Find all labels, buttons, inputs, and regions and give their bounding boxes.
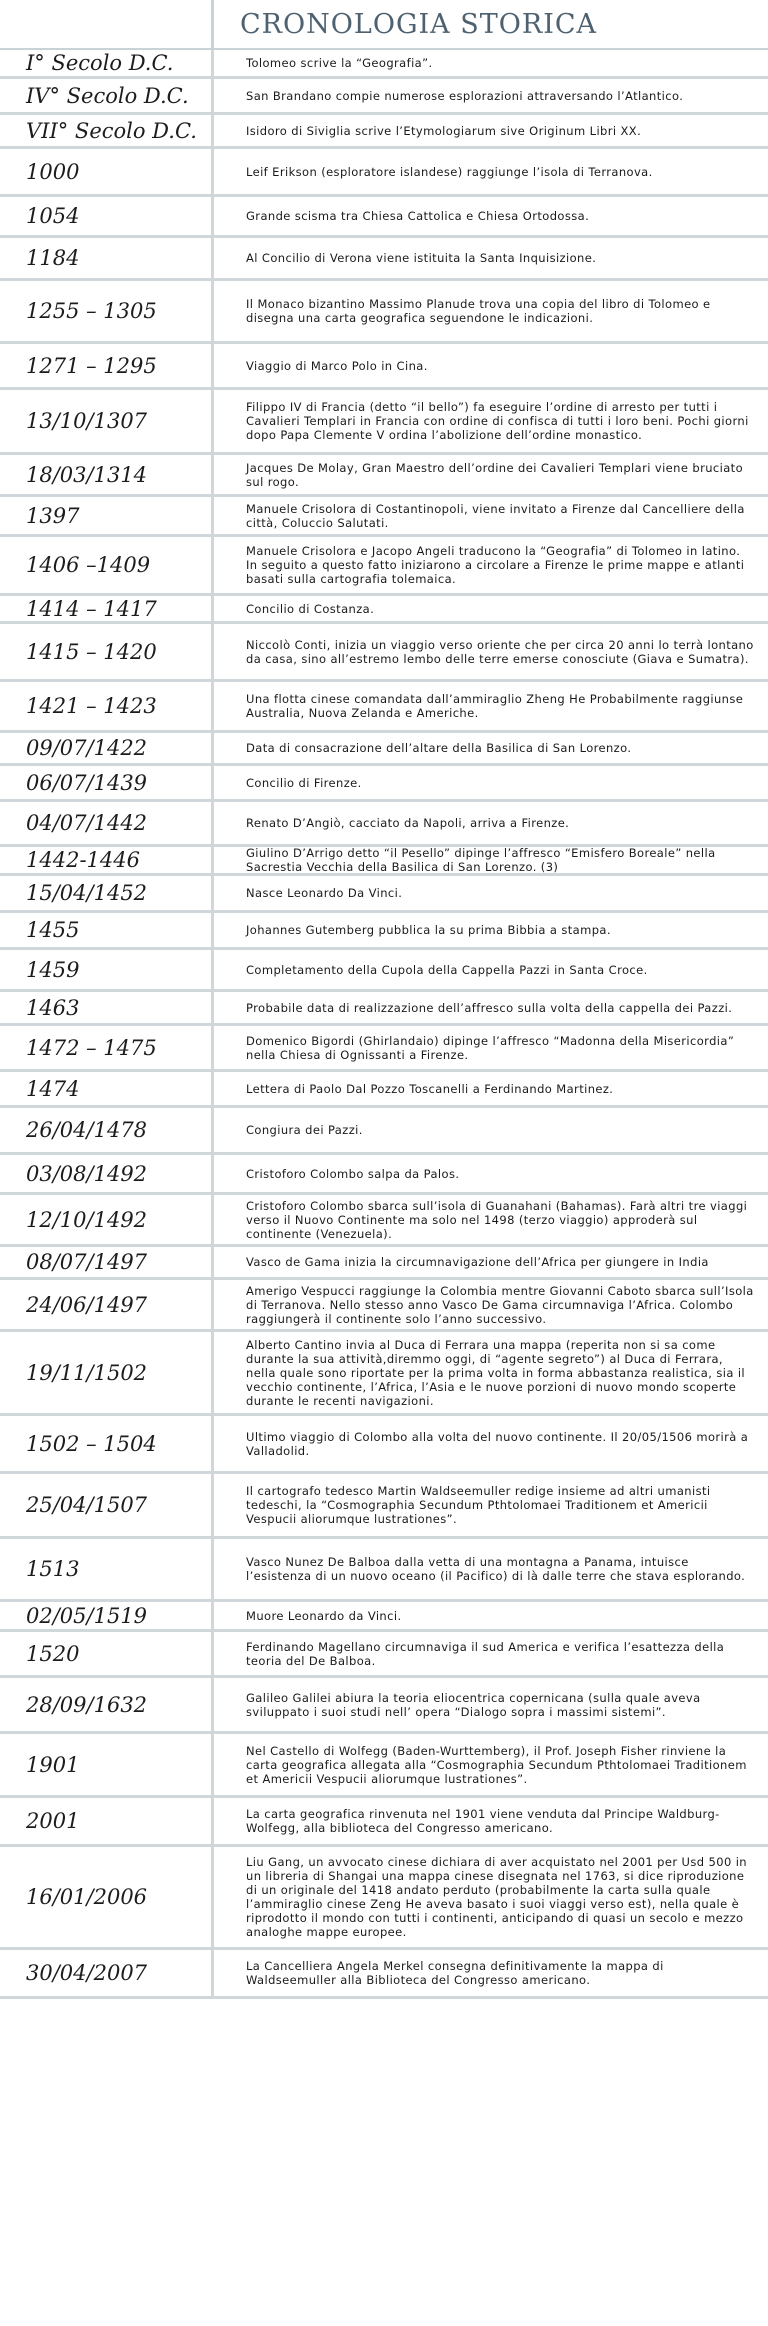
row-description: Isidoro di Siviglia scrive l’Etymologiarum sive Originum Libri XX. [246, 123, 642, 138]
chronology-row [0, 79, 768, 115]
row-date: 1513 [0, 1539, 214, 1599]
row-date: 18/03/1314 [0, 455, 214, 494]
row-description: Galileo Galilei abiura la teoria eliocentrica copernicana (sulla quale aveva sviluppato i suoi studi nell’ opera “Dialogo sopra i massimi sistemi”. [246, 1690, 701, 1719]
chronology-row [0, 992, 768, 1026]
row-date: 04/07/1442 [0, 802, 214, 844]
chronology-row [0, 1678, 768, 1734]
chronology-row [0, 1847, 768, 1950]
row-date: 1901 [0, 1734, 214, 1795]
chronology-row [0, 238, 768, 281]
row-description: Amerigo Vespucci raggiunge la Colombia mentre Giovanni Caboto sbarca sull’Isola di Terranova. Nello stesso anno Vasco De Gama circumnaviga l’Africa. Colombo raggiungerà il continente solo l’anno successivo. [246, 1283, 754, 1326]
row-date: 1255 – 1305 [0, 281, 214, 341]
chronology-row [0, 1332, 768, 1416]
row-description: Nel Castello di Wolfegg (Baden-Wurttemberg), il Prof. Joseph Fisher rinviene la carta geografica allegata alla “Cosmographia Secundum Pthtolomaei Traditionem et Americii Vespucii aliorumque lustrationes”. [246, 1743, 747, 1786]
row-description: La Cancelliera Angela Merkel consegna definitivamente la mappa di Waldseemuller alla Biblioteca del Congresso americano. [246, 1959, 664, 1987]
row-date: 1455 [0, 913, 214, 947]
row-description: Filippo IV di Francia (detto “il bello”) fa eseguire l’ordine di arresto per tutti i Cavalieri Templari in Francia con ordine di confisca di tutti i loro beni. Pochi giorni dopo Papa Clemente V ordina l’abolizione dell’ordine monastico. [246, 400, 749, 442]
chronology-row [0, 1280, 768, 1332]
row-date: 1459 [0, 950, 214, 989]
chronology-row [0, 1026, 768, 1072]
row-description: Muore Leonardo da Vinci. [246, 1608, 402, 1623]
row-description: Domenico Bigordi (Ghirlandaio) dipinge l’affresco “Madonna della Misericordia” nella Chiesa di Ognissanti a Firenze. [246, 1033, 735, 1062]
chronology-row [0, 766, 768, 802]
row-date: 25/04/1507 [0, 1474, 214, 1536]
row-date: I° Secolo D.C. [0, 50, 214, 76]
row-date: 1271 – 1295 [0, 344, 214, 387]
row-date: 1421 – 1423 [0, 682, 214, 730]
chronology-row [0, 1195, 768, 1247]
row-date: 1520 [0, 1632, 214, 1675]
row-description: Johannes Gutemberg pubblica la su prima Bibbia a stampa. [246, 923, 611, 937]
row-description: Ultimo viaggio di Colombo alla volta del nuovo continente. Il 20/05/1506 morirà a Valladolid. [246, 1429, 749, 1458]
row-date: 1184 [0, 238, 214, 278]
row-description: Lettera di Paolo Dal Pozzo Toscanelli a Ferdinando Martinez. [246, 1081, 614, 1096]
chronology-row [0, 344, 768, 390]
row-description: Al Concilio di Verona viene istituita la Santa Inquisizione. [246, 251, 597, 265]
chronology-row [0, 149, 768, 197]
row-description: La carta geografica rinvenuta nel 1901 viene venduta dal Principe Waldburg-Wolfegg, alla biblioteca del Congresso americano. [246, 1807, 720, 1835]
row-description: Cristoforo Colombo salpa da Palos. [246, 1166, 460, 1181]
chronology-row [0, 624, 768, 682]
row-date: IV° Secolo D.C. [0, 79, 214, 112]
row-date: 1397 [0, 497, 214, 534]
chronology-row [0, 537, 768, 596]
row-description: Il cartografo tedesco Martin Waldseemuller redige insieme ad altri umanisti tedeschi, la “Cosmographia Secundum Pthtolomaei Traditionem et Americii Vespucii aliorumque lustrationes”. [246, 1484, 711, 1526]
row-description: Vasco Nunez De Balboa dalla vetta di una montagna a Panama, intuisce l’esistenza di un nuovo oceano (il Pacifico) di là dalle terre che stava esplorando. [246, 1555, 746, 1583]
chronology-row [0, 1474, 768, 1539]
chronology-row [0, 950, 768, 992]
chronology-row [0, 1798, 768, 1847]
row-date: 1000 [0, 149, 214, 194]
row-date: 1054 [0, 197, 214, 235]
row-description: Data di consacrazione dell’altare della Basilica di San Lorenzo. [246, 741, 632, 755]
header [0, 0, 768, 50]
chronology-row [0, 682, 768, 733]
row-date: 03/08/1492 [0, 1155, 214, 1192]
row-description: Giulino D’Arrigo detto “il Pesello” dipinge l’affresco “Emisfero Boreale” nella Sacrestia Vecchia della Basilica di San Lorenzo. (3) [246, 846, 716, 874]
row-description: San Brandano compie numerose esplorazioni attraversando l’Atlantico. [246, 88, 684, 103]
row-date: 1474 [0, 1072, 214, 1105]
row-description: Una flotta cinese comandata dall’ammiraglio Zheng He Probabilmente raggiunse Australia, Nuova Zelanda e Americhe. [246, 692, 744, 720]
row-description: Viaggio di Marco Polo in Cina. [246, 358, 428, 373]
row-date: 2001 [0, 1798, 214, 1844]
row-description: Congiura dei Pazzi. [246, 1123, 363, 1137]
row-description: Grande scisma tra Chiesa Cattolica e Chiesa Ortodossa. [246, 209, 590, 223]
row-description: Manuele Crisolora e Jacopo Angeli traducono la “Geografia” di Tolomeo in latino. In seguito a questo fatto iniziarono a circolare a Firenze le prime mappe e atlanti basati sulla cartografia tolemaica. [246, 544, 745, 586]
row-description: Completamento della Cupola della Cappella Pazzi in Santa Croce. [246, 962, 648, 977]
chronology-row [0, 1155, 768, 1195]
row-description: Cristoforo Colombo sbarca sull’isola di Guanahani (Bahamas). Farà altri tre viaggi verso il Nuovo Continente ma solo nel 1498 (terzo viaggio) approderà sul continente (Venezuela). [246, 1198, 748, 1241]
row-date: 15/04/1452 [0, 876, 214, 910]
chronology-row [0, 1539, 768, 1602]
chronology-row [0, 733, 768, 766]
row-date: 06/07/1439 [0, 766, 214, 799]
header-left-cell [0, 0, 214, 48]
row-description: Liu Gang, un avvocato cinese dichiara di aver acquistato nel 2001 per Usd 500 in un libreria di Shangai una mappa cinese disegnata nel 1763, si dice riproduzione di un originale del 1418 andato perduto (probabilmente la carta sulla quale l’ammiraglio cinese Zeng He aveva basato i suoi viaggi verso est), nella quale è riprodotto il mondo con tutti i continenti, anticipando di quasi un secolo e mezzo analoghe mappe europee. [246, 1855, 747, 1939]
chronology-row [0, 455, 768, 497]
chronology-row [0, 1734, 768, 1798]
row-description: Concilio di Costanza. [246, 601, 375, 616]
row-date: 02/05/1519 [0, 1602, 214, 1629]
row-description: Manuele Crisolora di Costantinopoli, viene invitato a Firenze dal Cancelliere della città, Coluccio Salutati. [246, 501, 745, 530]
row-description: Probabile data di realizzazione dell’affresco sulla volta della cappella dei Pazzi. [246, 1000, 733, 1015]
row-description: Leif Erikson (esploratore islandese) raggiunge l’isola di Terranova. [246, 164, 653, 179]
chronology-row [0, 1072, 768, 1108]
chronology-row [0, 1416, 768, 1474]
chronology-table [0, 50, 768, 1999]
row-date: 30/04/2007 [0, 1950, 214, 1996]
row-description: Ferdinando Magellano circumnaviga il sud America e verifica l’esattezza della teoria del De Balboa. [246, 1639, 725, 1668]
row-date: 1463 [0, 992, 214, 1023]
chronology-row [0, 115, 768, 149]
chronology-row [0, 1247, 768, 1280]
row-date: 26/04/1478 [0, 1108, 214, 1152]
row-description: Alberto Cantino invia al Duca di Ferrara una mappa (reperita non si sa come durante la sua attività,diremmo oggi, di “agente segreto”) al Duca di Ferrara, nella quale sono riportate per la prima volta in forma abbastanza realistica, sia il vecchio continente, l’Africa, l’Asia e le nuove porzioni di nuovo mondo scoperte durante le recenti navigazioni. [246, 1337, 746, 1408]
row-date: 1442-1446 [0, 847, 214, 873]
row-date: 1415 – 1420 [0, 624, 214, 679]
row-date: 28/09/1632 [0, 1678, 214, 1731]
chronology-row [0, 1632, 768, 1678]
row-description: Tolomeo scrive la “Geografia”. [246, 56, 433, 70]
chronology-row [0, 197, 768, 238]
row-date: 19/11/1502 [0, 1332, 214, 1413]
chronology-row [0, 1950, 768, 1999]
row-date: 16/01/2006 [0, 1847, 214, 1947]
row-date: VII° Secolo D.C. [0, 115, 214, 146]
row-date: 08/07/1497 [0, 1247, 214, 1277]
row-date: 1414 – 1417 [0, 596, 214, 621]
row-date: 1406 –1409 [0, 537, 214, 593]
row-description: Renato D’Angiò, cacciato da Napoli, arriva a Firenze. [246, 816, 570, 830]
chronology-row [0, 802, 768, 847]
chronology-row [0, 876, 768, 913]
row-description: Vasco de Gama inizia la circumnavigazione dell’Africa per giungere in India [246, 1255, 709, 1269]
row-date: 09/07/1422 [0, 733, 214, 763]
chronology-row [0, 497, 768, 537]
row-date: 1502 – 1504 [0, 1416, 214, 1471]
page-title: CRONOLOGIA STORICA [240, 9, 598, 40]
chronology-row [0, 847, 768, 876]
row-description: Niccolò Conti, inizia un viaggio verso oriente che per circa 20 anni lo terrà lontano da casa, sino all’estremo lembo delle terre emerse conosciute (Giava e Sumatra). [246, 637, 754, 666]
chronology-row [0, 281, 768, 344]
chronology-row [0, 596, 768, 624]
row-description: Nasce Leonardo Da Vinci. [246, 886, 403, 900]
row-date: 1472 – 1475 [0, 1026, 214, 1069]
row-description: Concilio di Firenze. [246, 775, 362, 790]
row-date: 13/10/1307 [0, 390, 214, 452]
chronology-row [0, 390, 768, 455]
chronology-row [0, 913, 768, 950]
row-description: Jacques De Molay, Gran Maestro dell’ordine dei Cavalieri Templari viene bruciato sul rogo. [246, 460, 744, 489]
row-date: 12/10/1492 [0, 1195, 214, 1244]
chronology-row [0, 50, 768, 79]
chronology-row [0, 1108, 768, 1155]
chronology-row [0, 1602, 768, 1632]
row-description: Il Monaco bizantino Massimo Planude trova una copia del libro di Tolomeo e disegna una carta geografica seguendone le indicazioni. [246, 297, 711, 325]
row-date: 24/06/1497 [0, 1280, 214, 1329]
